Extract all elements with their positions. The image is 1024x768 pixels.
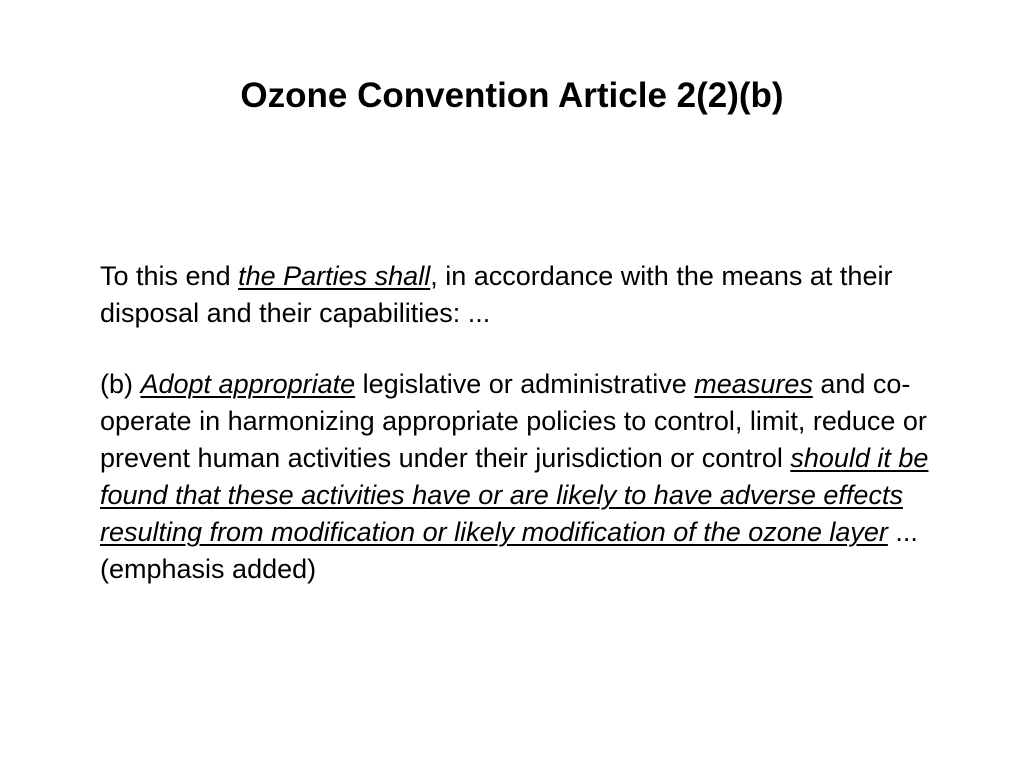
intro-text-before: To this end [100,261,239,291]
slide-body [100,258,968,588]
emphasis-adopt-appropriate: Adopt appropriate [140,369,356,399]
intro-text-after: , in accordance with the means at their disposal and their capabilities: ... [100,261,893,328]
article-b-text-1: legislative or administrative [355,369,695,399]
article-b-prefix: (b) [100,369,141,399]
article-b-text-2: and co-operate in harmonizing appropriate policies to control, limit, reduce or prevent human activities under their jurisdiction or control [100,369,927,473]
paragraph-intro [100,258,968,332]
paragraph-article-b [100,366,968,588]
article-b-text-3: ... (emphasis added) [100,517,918,584]
emphasis-measures: measures [694,369,813,399]
slide-title: Ozone Convention Article 2(2)(b) [240,76,784,115]
emphasis-adverse-effects: should it be found that these activities have or are likely to have adverse effects resulting from modification or likely modification of the ozone layer [100,443,929,547]
emphasis-parties-shall: the Parties shall [238,261,431,291]
